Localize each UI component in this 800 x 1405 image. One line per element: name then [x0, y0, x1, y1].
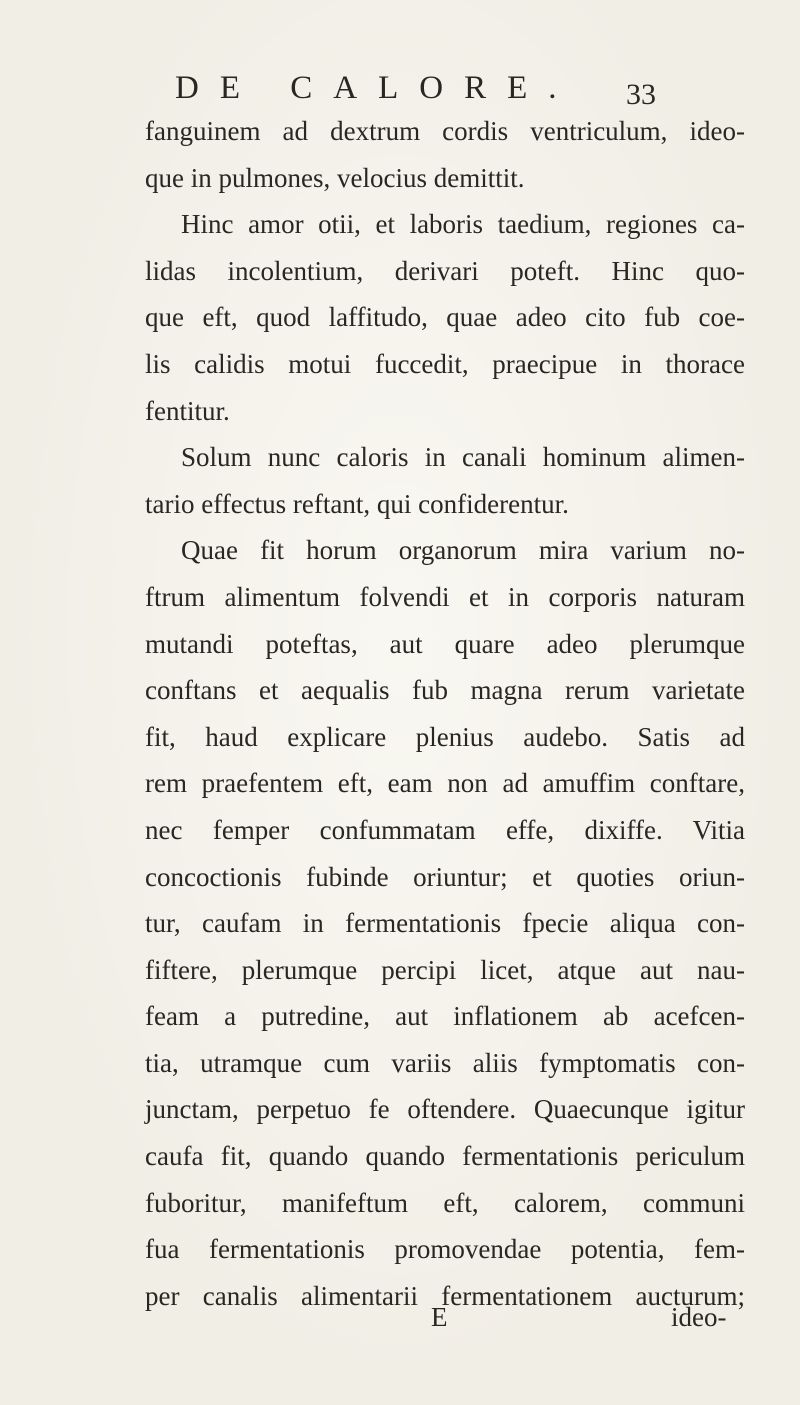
text-line: fit, haud explicare plenius audebo. Satis ad — [145, 721, 745, 752]
text-line: fuboritur, manifeftum eft, calorem, communi — [145, 1187, 745, 1218]
text-line: Solum nunc caloris in canali hominum alimen- — [181, 442, 745, 473]
text-line: fua fermentationis promovendae potentia, fem- — [145, 1234, 745, 1265]
text-line: tia, utramque cum variis aliis fymptomatis con- — [145, 1047, 745, 1078]
text-line: feam a putredine, aut inflationem ab acefcen- — [145, 1001, 745, 1032]
text-line: ftrum alimentum folvendi et in corporis naturam — [145, 581, 745, 612]
text-line: fanguinem ad dextrum cordis ventriculum, ideo- — [145, 116, 745, 146]
signature-mark: E — [431, 1302, 448, 1332]
body-text — [145, 108, 745, 1319]
text-line: tur, caufam in fermentationis fpecie aliqua con- — [145, 908, 745, 939]
text-line: lis calidis motui fuccedit, praecipue in thorace — [145, 348, 745, 379]
catchword: ideo- — [671, 1302, 727, 1332]
text-line: junctam, perpetuo fe oftendere. Quaecunque igitur — [145, 1094, 745, 1125]
text-line: que eft, quod laffitudo, quae adeo cito fub coe- — [145, 302, 745, 333]
page-number: 33 — [626, 78, 656, 111]
running-title: DE CALORE. — [175, 70, 578, 106]
text-line: conftans et aequalis fub magna rerum varietate — [145, 675, 745, 706]
text-line: Hinc amor otii, et laboris taedium, regiones ca- — [181, 209, 745, 240]
footer-line — [145, 1302, 745, 1348]
text-line: que in pulmones, velocius demittit. — [145, 162, 525, 193]
text-line: mutandi poteftas, aut quare adeo plerumque — [145, 628, 745, 659]
text-line: caufa fit, quando quando fermentationis periculum — [145, 1141, 745, 1172]
text-line: concoctionis fubinde oriuntur; et quoties oriun- — [145, 861, 745, 892]
text-line: nec femper confummatam effe, dixiffe. Vitia — [145, 814, 745, 845]
text-line: lidas incolentium, derivari poteft. Hinc quo- — [145, 255, 745, 286]
text-line: per canalis alimentarii fermentationem aucturum; — [145, 1280, 745, 1311]
text-line: rem praefentem eft, eam non ad amuffim conftare, — [145, 768, 745, 799]
text-line: fiftere, plerumque percipi licet, atque aut nau- — [145, 954, 745, 985]
text-line: Quae fit horum organorum mira varium no- — [181, 535, 745, 566]
text-line: tario effectus reftant, qui confiderentur. — [145, 488, 569, 519]
text-line: fentitur. — [145, 395, 230, 426]
